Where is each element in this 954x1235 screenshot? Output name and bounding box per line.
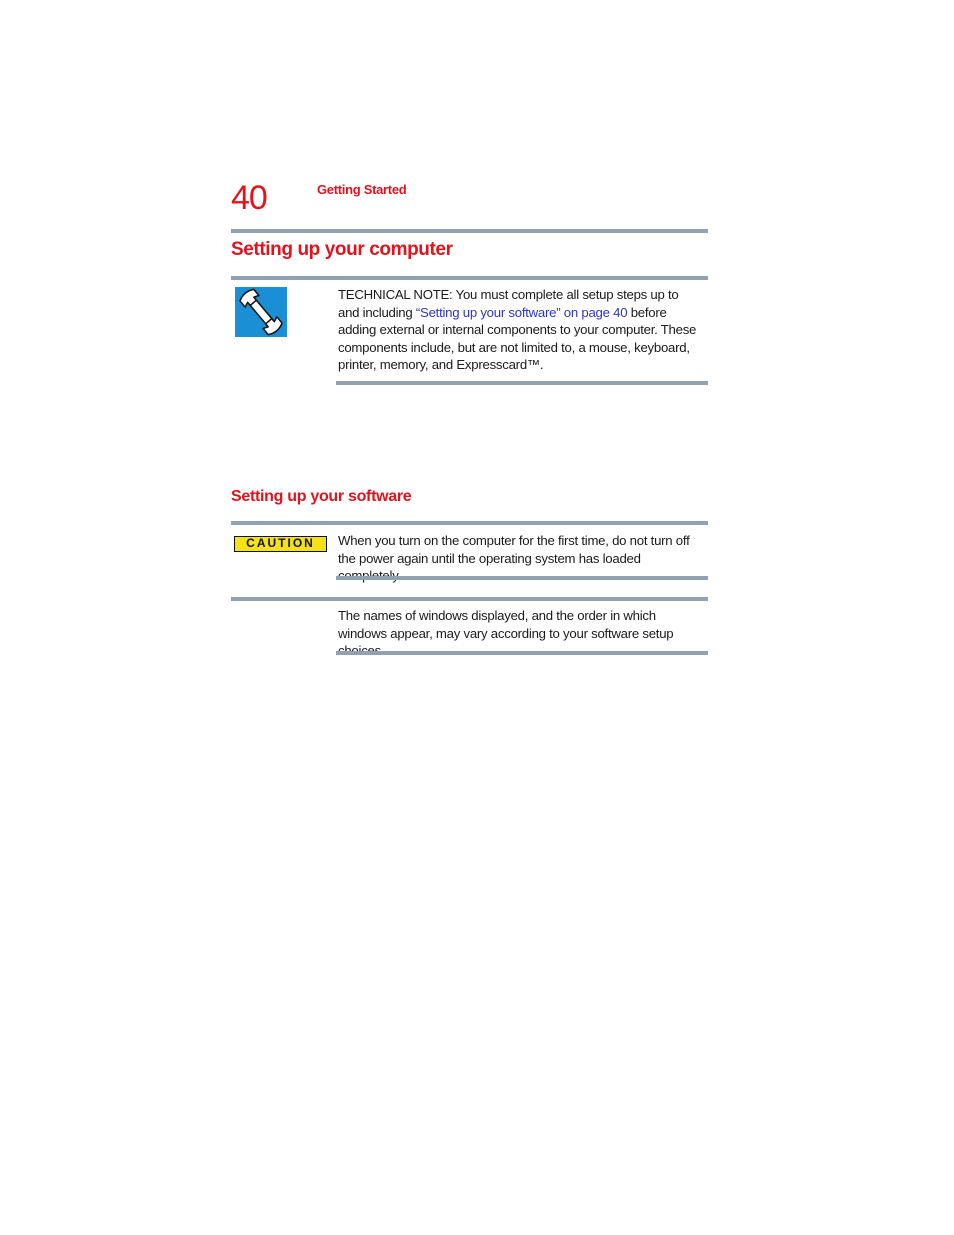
caution-text: When you turn on the computer for the first time, do not turn off the power again until the operating system has loaded xyxy=(338,533,690,566)
setting-up-software-link[interactable]: “Setting up your software” on page 40 xyxy=(415,304,628,320)
section-title: Setting up your computer xyxy=(231,239,453,260)
windows-note-text: The names of windows displayed, and the order in which windows appear, may vary according to your software setup xyxy=(338,608,674,641)
technical-note-text xyxy=(338,286,698,374)
note2-bottom-rule xyxy=(336,651,708,655)
note-top-rule xyxy=(231,276,708,280)
page-number: 40 xyxy=(231,179,267,217)
technical-note-text-end: before adding external or internal components to your computer. These components include, but are not limited to, a mouse, keyboard, printer, memory, and Expresscard™. xyxy=(338,304,697,372)
note-bottom-rule xyxy=(336,381,708,385)
technical-note-text-start: TECHNICAL NOTE: You must complete all setup steps up to and including xyxy=(338,287,679,320)
caution-top-rule xyxy=(231,521,708,525)
section-top-rule xyxy=(231,229,708,233)
caution-icon: CAUTION xyxy=(234,536,327,552)
subsection-title: Setting up your software xyxy=(231,488,412,505)
running-head: Getting Started xyxy=(317,182,407,197)
wrench-icon xyxy=(235,287,287,337)
note2-top-rule xyxy=(231,597,708,601)
caution-bottom-rule xyxy=(336,576,708,580)
